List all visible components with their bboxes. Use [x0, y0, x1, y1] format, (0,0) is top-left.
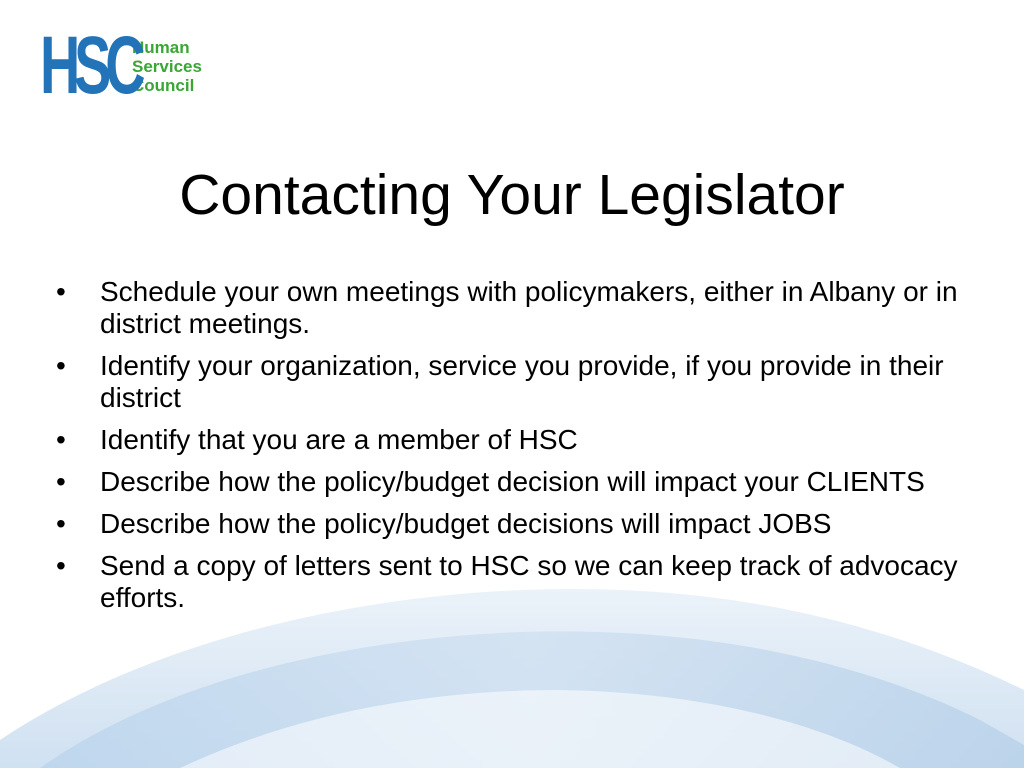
bullet-item — [56, 350, 976, 414]
logo-line-services: Services — [132, 56, 202, 76]
bullet-marker: • — [56, 466, 66, 497]
bullet-marker: • — [56, 276, 66, 307]
bullet-marker: • — [56, 550, 66, 581]
bullet-marker: • — [56, 508, 66, 539]
bullet-item — [56, 466, 976, 498]
bullet-text: Identify that you are a member of HSC — [100, 424, 578, 455]
bullet-item — [56, 508, 976, 540]
bullet-item — [56, 276, 976, 340]
bullet-text: Describe how the policy/budget decision will impact your CLIENTS — [100, 466, 925, 497]
bullet-item — [56, 424, 976, 456]
bullet-text: Schedule your own meetings with policymakers, either in Albany or in district meetings. — [100, 276, 958, 339]
hsc-logo-letters: HSC — [40, 20, 140, 111]
bullet-marker: • — [56, 350, 66, 381]
bullet-marker: • — [56, 424, 66, 455]
hsc-logo-mark — [40, 20, 140, 111]
hsc-logo — [40, 22, 202, 110]
hsc-logo-wordmark — [132, 38, 202, 95]
logo-line-human: Human — [132, 37, 190, 57]
bullet-item — [56, 550, 976, 614]
slide-title: Contacting Your Legislator — [179, 163, 845, 227]
bullet-text: Send a copy of letters sent to HSC so we can keep track of advocacy efforts. — [100, 550, 958, 613]
bullet-text: Describe how the policy/budget decisions will impact JOBS — [100, 508, 832, 539]
bullet-text: Identify your organization, service you provide, if you provide in their district — [100, 350, 944, 413]
logo-line-council: Council — [132, 75, 195, 95]
bullet-list — [56, 276, 976, 624]
